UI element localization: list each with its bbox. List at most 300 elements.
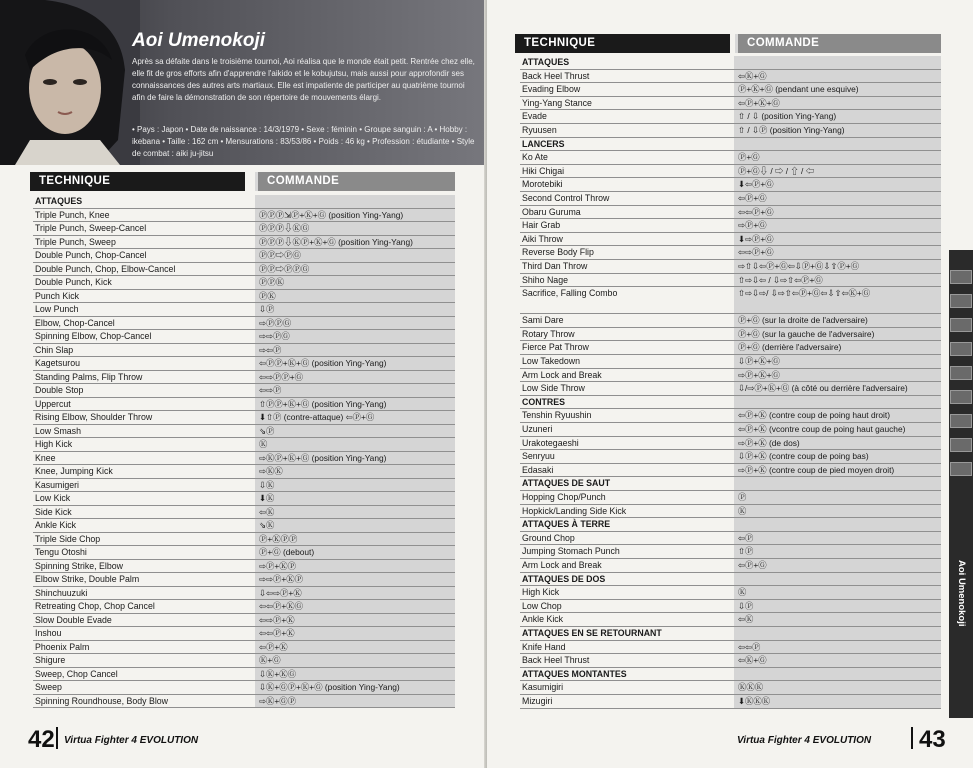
technique-name: Hopkick/Landing Side Kick	[522, 505, 627, 516]
section-heading-row	[520, 627, 941, 641]
move-row	[33, 614, 455, 628]
command-cell-background	[734, 627, 941, 640]
command-input: ⇦ⓅⓅ+Ⓚ+Ⓖ (position Ying-Yang)	[259, 358, 387, 368]
command-input: ⇦Ⓚ	[738, 614, 754, 625]
technique-name: Arm Lock and Break	[522, 369, 602, 380]
command-input: ⇨Ⓟ+Ⓚ (contre coup de pied moyen droit)	[738, 464, 895, 475]
technique-name: Double Punch, Kick	[35, 277, 112, 287]
command-input: ⇘Ⓚ	[259, 520, 275, 530]
move-row	[520, 110, 941, 124]
command-cell-background	[734, 532, 941, 545]
command-cell-background	[734, 668, 941, 681]
command-input: ⬇⇦Ⓟ+Ⓖ	[738, 179, 774, 190]
command-cell-background	[734, 613, 941, 626]
command-input: ⇩Ⓟ+Ⓚ+Ⓖ	[738, 356, 780, 367]
command-cell-background	[734, 138, 941, 151]
command-input: ⇧ⓅⓅ+Ⓚ+Ⓖ (position Ying-Yang)	[259, 398, 387, 409]
technique-name: Obaru Guruma	[522, 206, 581, 217]
move-row	[520, 97, 941, 111]
move-row	[520, 341, 941, 355]
technique-name: Knee	[35, 452, 56, 463]
move-row	[33, 465, 455, 479]
command-cell-background	[255, 438, 455, 451]
command-cell-background	[734, 641, 941, 654]
technique-name: Low Side Throw	[522, 383, 585, 394]
command-cell-background	[255, 303, 455, 316]
command-input: ⇨⇨Ⓟ+ⓀⓅ	[259, 574, 304, 584]
move-row	[33, 222, 455, 236]
technique-name: Hopping Chop/Punch	[522, 492, 606, 502]
command-input: ⇧ / ⇩Ⓟ (position Ying-Yang)	[738, 124, 845, 135]
move-row	[520, 450, 941, 464]
move-row	[520, 423, 941, 437]
technique-name: Sami Dare	[522, 315, 564, 326]
technique-name: Double Stop	[35, 385, 84, 395]
section-heading: CONTRES	[522, 396, 566, 407]
command-input: ⇧⇨⇩⇨/ ⇩⇨⇧⇦Ⓟ+Ⓖ⇦⇩⇧⇦Ⓚ+Ⓖ	[738, 288, 871, 299]
technique-name: Shinchuuzuki	[35, 587, 88, 598]
technique-name: Rotary Throw	[522, 328, 575, 339]
technique-name: Sweep	[35, 682, 62, 692]
move-row	[520, 219, 941, 233]
right-footer-divider	[911, 727, 913, 749]
index-tab	[950, 462, 972, 476]
section-heading: ATTAQUES DE SAUT	[522, 478, 611, 489]
left-page	[0, 0, 486, 768]
move-row	[33, 411, 455, 425]
technique-name: Double Punch, Chop-Cancel	[35, 250, 147, 260]
command-input: ⇩/⇨Ⓟ+Ⓚ+Ⓖ (à côté ou derrière l'adversaire)	[738, 383, 908, 394]
index-tab	[950, 366, 972, 380]
technique-name: Urakotegaeshi	[522, 437, 579, 448]
command-input: ⇦Ⓚ	[259, 506, 275, 517]
command-input: ⓅⓅⓅ⇲Ⓟ+Ⓚ+Ⓖ (position Ying-Yang)	[259, 209, 404, 220]
move-row	[520, 314, 941, 328]
technique-name: Kagetsurou	[35, 358, 80, 368]
move-row	[520, 233, 941, 247]
command-input: ⇩Ⓟ	[738, 600, 754, 611]
technique-name: Low Punch	[35, 304, 79, 314]
technique-name: Jumping Stomach Punch	[522, 546, 620, 557]
technique-name: Triple Punch, Knee	[35, 209, 110, 220]
command-input: Ⓚ	[738, 505, 747, 516]
move-row	[33, 681, 455, 695]
command-input: ⇨⇧⇩⇦Ⓟ+Ⓖ⇦⇩Ⓟ+Ⓖ⇩⇧Ⓟ+Ⓖ	[738, 260, 860, 271]
move-row	[520, 695, 941, 709]
command-input: ⇩Ⓚ+ⒼⓅ+Ⓚ+Ⓖ (position Ying-Yang)	[259, 682, 400, 692]
technique-name: Elbow, Chop-Cancel	[35, 317, 115, 328]
command-input: Ⓟ+Ⓖ (derrière l'adversaire)	[738, 342, 842, 353]
command-cell-background	[255, 519, 455, 532]
move-row	[33, 276, 455, 290]
technique-name: Low Smash	[35, 425, 81, 436]
move-row	[33, 249, 455, 263]
command-cell-background	[734, 681, 941, 694]
move-row	[520, 464, 941, 478]
command-input: ⇦Ⓟ+Ⓚ (vcontre coup de poing haut gauche)	[738, 424, 906, 435]
move-row	[520, 600, 941, 614]
command-input: ⇦⇨Ⓟ+Ⓖ	[738, 247, 774, 258]
index-tab	[950, 414, 972, 428]
technique-name: Knife Hand	[522, 641, 566, 652]
character-header	[0, 0, 486, 165]
command-input: Ⓟ+Ⓖ (debout)	[259, 547, 315, 557]
move-row	[520, 437, 941, 451]
technique-name: Knee, Jumping Kick	[35, 466, 113, 476]
command-input: ⇦⇦Ⓟ+Ⓚ	[259, 628, 295, 638]
technique-name: Reverse Body Flip	[522, 247, 594, 258]
move-row	[33, 533, 455, 547]
move-row	[33, 506, 455, 520]
command-cell-background	[255, 506, 455, 519]
command-cell-background	[734, 573, 941, 586]
command-input: ⇩Ⓟ	[259, 304, 275, 314]
section-heading: ATTAQUES	[522, 57, 570, 67]
section-heading-row	[520, 518, 941, 532]
move-row	[520, 206, 941, 220]
technique-name: Ankle Kick	[35, 520, 77, 530]
technique-name: Side Kick	[35, 506, 72, 517]
command-input: ⬇ⓀⓀⓀ	[738, 695, 771, 706]
technique-name: Punch Kick	[35, 290, 80, 301]
section-heading-row	[520, 396, 941, 410]
technique-name: Aiki Throw	[522, 233, 563, 244]
command-input: ⇧⇨⇩⇦ / ⇩⇨⇧⇦Ⓟ+Ⓖ	[738, 274, 823, 285]
technique-name: Rising Elbow, Shoulder Throw	[35, 412, 153, 422]
technique-name: Low Chop	[522, 600, 562, 611]
move-row	[33, 627, 455, 641]
move-row	[520, 559, 941, 573]
technique-name: Ankle Kick	[522, 614, 564, 625]
command-input: Ⓟ+Ⓖ (sur la gauche de l'adversaire)	[738, 328, 875, 339]
section-heading-row	[520, 477, 941, 491]
move-row	[520, 192, 941, 206]
index-tab	[950, 270, 972, 284]
command-input: ⇦⇦Ⓟ+Ⓖ	[738, 206, 774, 217]
command-cell-background	[255, 465, 455, 478]
technique-name: Phoenix Palm	[35, 641, 90, 652]
command-input: ⇩Ⓟ+Ⓚ (contre coup de poing bas)	[738, 451, 869, 462]
technique-name: Slow Double Evade	[35, 614, 112, 625]
technique-name: Back Heel Thrust	[522, 655, 590, 666]
move-row	[520, 545, 941, 559]
command-input: ⓀⓀⓀ	[738, 682, 764, 693]
move-row	[33, 560, 455, 574]
technique-name: Triple Punch, Sweep	[35, 236, 116, 247]
command-cell-background	[255, 425, 455, 438]
command-input: ⇧ / ⇩ (position Ying-Yang)	[738, 111, 837, 122]
commande-header: COMMANDE	[255, 172, 455, 191]
move-row	[33, 209, 455, 223]
command-input: ⇩⇦⇨Ⓟ+Ⓚ	[259, 587, 302, 598]
section-heading: ATTAQUES À TERRE	[522, 519, 611, 530]
technique-name: Shigure	[35, 655, 66, 665]
technique-name: Double Punch, Chop, Elbow-Cancel	[35, 263, 176, 274]
right-page-number: 43	[919, 726, 946, 753]
index-tab	[950, 294, 972, 308]
technique-name: Low Takedown	[522, 356, 581, 367]
technique-name: Second Control Throw	[522, 192, 610, 203]
move-row	[520, 586, 941, 600]
technique-name: Senryuu	[522, 451, 555, 462]
command-input: ⇦⇦Ⓟ+ⓀⒼ	[259, 601, 304, 611]
command-input: Ⓟ+Ⓖ	[738, 152, 760, 163]
technique-name: Uzuneri	[522, 424, 553, 435]
command-input: Ⓟ+Ⓖ (sur la droite de l'adversaire)	[738, 315, 868, 326]
command-cell-background	[734, 505, 941, 518]
move-row	[520, 83, 941, 97]
command-input: ⇩Ⓚ+ⓀⒼ	[259, 668, 297, 679]
move-row	[33, 654, 455, 668]
command-input: ⇦Ⓟ+Ⓚ (contre coup de poing haut droit)	[738, 410, 891, 421]
move-row	[520, 532, 941, 546]
move-row	[33, 695, 455, 709]
character-portrait	[0, 0, 140, 165]
move-row	[520, 178, 941, 192]
index-tab	[950, 438, 972, 452]
move-row	[520, 124, 941, 138]
left-footer-title: Virtua Fighter 4 EVOLUTION	[64, 735, 199, 746]
technique-name: Elbow Strike, Double Palm	[35, 574, 140, 584]
move-row	[520, 491, 941, 505]
command-input: ⬇⇨Ⓟ+Ⓖ	[738, 233, 774, 244]
right-move-table	[520, 56, 941, 709]
command-input: ⇦Ⓟ+Ⓚ+Ⓖ	[738, 97, 780, 108]
command-input: ⇨Ⓟ+Ⓚ+Ⓖ	[738, 369, 780, 380]
command-cell-background	[255, 276, 455, 289]
command-cell-background	[255, 479, 455, 492]
technique-name: Shiho Nage	[522, 274, 568, 285]
move-row	[520, 165, 941, 179]
technique-name: Morotebiki	[522, 179, 563, 190]
command-input: Ⓚ	[738, 587, 747, 598]
move-row	[520, 382, 941, 396]
index-tab	[950, 390, 972, 404]
command-cell-background	[255, 492, 455, 505]
left-move-table	[33, 195, 455, 708]
right-footer-title: Virtua Fighter 4 EVOLUTION	[737, 735, 872, 746]
technique-name: Chin Slap	[35, 344, 74, 355]
command-input: ⇦Ⓟ+Ⓖ	[738, 192, 767, 203]
technique-name: Evade	[522, 111, 547, 122]
command-cell-background	[734, 396, 941, 409]
technique-name: Third Dan Throw	[522, 260, 588, 271]
section-heading-row	[520, 668, 941, 682]
command-input: ⇨ⓀⓀ	[259, 466, 283, 476]
command-input: ⇨ⓀⓅ+Ⓚ+Ⓖ (position Ying-Yang)	[259, 452, 387, 463]
character-bio: Après sa défaite dans le troisième tournoi, Aoi réalisa que le monde était petit. Rentrée chez elle, elle fit de gros efforts afin d'apprendre l'aikido et le kobujutsu, mais aussi pour approfondir ses connaissances des autres arts martiaux. Elle est impatiente de participer au quatrième tournoi afin de faire la démonstration de son répertoire de mouvements élargi.	[132, 57, 475, 102]
move-row	[33, 357, 455, 371]
left-footer-divider	[56, 727, 58, 749]
command-cell-background	[255, 344, 455, 357]
command-cell-background	[734, 586, 941, 599]
move-row	[520, 246, 941, 260]
command-input: ⇦⇨Ⓟ+Ⓚ	[259, 614, 295, 625]
move-row	[33, 600, 455, 614]
move-row	[33, 371, 455, 385]
technique-name: Evading Elbow	[522, 84, 581, 95]
command-cell-background	[734, 477, 941, 490]
move-row	[33, 452, 455, 466]
move-row	[520, 260, 941, 274]
command-input: ⇨ⓅⓅⒼ	[259, 317, 292, 328]
move-row	[520, 274, 941, 288]
move-row	[33, 236, 455, 250]
command-input: ⇦Ⓟ+Ⓖ	[738, 559, 767, 570]
command-input: ⇦Ⓟ	[738, 532, 754, 543]
command-cell-background	[255, 195, 455, 208]
command-input: ⇨Ⓟ+ⓀⓅ	[259, 560, 297, 571]
command-input: ⇧Ⓟ	[738, 546, 754, 557]
command-input: ⇨Ⓟ+Ⓖ	[738, 220, 767, 231]
command-input: Ⓟ+ⓀⓅⓅ	[259, 533, 298, 544]
left-page-number: 42	[28, 726, 55, 753]
section-heading: ATTAQUES DE DOS	[522, 573, 606, 584]
move-row	[520, 505, 941, 519]
move-row	[33, 425, 455, 439]
section-heading-row	[520, 56, 941, 70]
section-heading: ATTAQUES EN SE RETOURNANT	[522, 627, 662, 638]
technique-name: Tengu Otoshi	[35, 547, 87, 557]
command-input: Ⓟ	[738, 492, 747, 502]
section-heading-row	[520, 573, 941, 587]
command-cell-background	[255, 654, 455, 667]
technique-name: Mizugiri	[522, 695, 553, 706]
move-row	[33, 263, 455, 277]
command-input: ⓅⓅⓀ	[259, 277, 285, 287]
move-row	[520, 151, 941, 165]
move-row	[33, 303, 455, 317]
section-heading-row	[520, 138, 941, 152]
command-cell-background	[255, 290, 455, 303]
technique-name: Triple Punch, Sweep-Cancel	[35, 223, 147, 233]
move-row	[520, 328, 941, 342]
right-page	[487, 0, 973, 768]
command-cell-background	[255, 384, 455, 397]
move-row	[33, 546, 455, 560]
move-row	[33, 384, 455, 398]
command-cell-background	[734, 151, 941, 164]
section-heading-row	[33, 195, 455, 209]
command-input: ⓅⓀ	[259, 290, 276, 301]
move-row	[520, 287, 941, 314]
command-input: ⓅⓅⓅ⇩ⓀⒼ	[259, 223, 310, 233]
command-input: ⇦Ⓟ+Ⓚ	[259, 641, 288, 652]
move-row	[33, 492, 455, 506]
move-row	[520, 641, 941, 655]
move-row	[520, 654, 941, 668]
technique-name: Triple Side Chop	[35, 533, 101, 544]
move-row	[33, 573, 455, 587]
command-input: Ⓟ+Ⓖ⇩ / ⇨ / ⇧ / ⇦	[738, 165, 815, 176]
technique-name: Back Heel Thrust	[522, 70, 590, 81]
move-row	[33, 519, 455, 533]
character-stats: • Pays : Japon • Date de naissance : 14/3/1979 • Sexe : féminin • Groupe sanguin : A • Hobby : ikebana • Taille : 162 cm • Mensurations : 83/53/86 • Poids : 46 kg • Profession : étudiante • Style de combat : aiki ju-jitsu	[132, 125, 475, 158]
command-input: ⇨Ⓟ+Ⓚ (de dos)	[738, 437, 800, 448]
technique-name: Low Kick	[35, 493, 71, 503]
command-input: ⇦Ⓚ+Ⓖ	[738, 655, 767, 666]
technique-name: Ying-Yang Stance	[522, 97, 592, 108]
move-row	[520, 369, 941, 383]
command-input: ⇦⇨ⓅⓅ+Ⓖ	[259, 371, 304, 382]
move-row	[33, 587, 455, 601]
move-row	[520, 355, 941, 369]
command-input: Ⓚ	[259, 439, 268, 449]
section-heading: ATTAQUES	[35, 196, 83, 206]
command-input: ⬇⇧Ⓟ (contre-attaque) ⇦Ⓟ+Ⓖ	[259, 412, 375, 422]
command-input: Ⓟ+Ⓚ+Ⓖ (pendant une esquive)	[738, 84, 859, 95]
character-name: Aoi Umenokoji	[132, 30, 266, 51]
command-input: ⇨⇦Ⓟ	[259, 344, 282, 355]
technique-name: Ryuusen	[522, 124, 557, 135]
technique-header-right: TECHNIQUE	[515, 34, 730, 53]
technique-name: Sweep, Chop Cancel	[35, 668, 118, 679]
command-input: ⇦Ⓚ+Ⓖ	[738, 70, 767, 81]
command-input: ⇦⇨Ⓟ	[259, 385, 282, 395]
move-row	[33, 438, 455, 452]
command-input: ⇨⇨ⓅⒼ	[259, 331, 290, 341]
technique-name: Kasumigiri	[522, 682, 564, 693]
technique-header: TECHNIQUE	[30, 172, 245, 191]
technique-name: Arm Lock and Break	[522, 559, 602, 570]
technique-name: Hiki Chigai	[522, 165, 565, 176]
command-input: ⇘Ⓟ	[259, 425, 275, 436]
technique-name: Tenshin Ryuushin	[522, 410, 592, 421]
technique-name: Uppercut	[35, 398, 71, 409]
side-tab-name: Aoi Umenokoji	[956, 559, 967, 627]
commande-header-right: COMMANDE	[735, 34, 941, 53]
move-row	[520, 70, 941, 84]
index-tab	[950, 318, 972, 332]
move-row	[33, 641, 455, 655]
technique-name: Spinning Roundhouse, Body Blow	[35, 695, 169, 706]
index-tab	[950, 342, 972, 356]
technique-name: Fierce Pat Throw	[522, 342, 589, 353]
command-input: ⇩Ⓚ	[259, 479, 275, 490]
move-row	[520, 409, 941, 423]
technique-name: Sacrifice, Falling Combo	[522, 288, 618, 299]
command-input: ⓅⓅ⇨ⓅⒼ	[259, 250, 301, 260]
command-input: ⇨Ⓚ+ⒼⓅ	[259, 695, 297, 706]
command-cell-background	[734, 56, 941, 69]
move-row	[33, 290, 455, 304]
move-row	[33, 398, 455, 412]
technique-name: Standing Palms, Flip Throw	[35, 371, 143, 382]
command-input: ⓅⓅⓅ⇩ⓀⓅ+Ⓚ+Ⓖ (position Ying-Yang)	[259, 236, 413, 247]
command-cell-background	[734, 491, 941, 504]
technique-name: Spinning Elbow, Chop-Cancel	[35, 331, 152, 341]
move-row	[33, 668, 455, 682]
character-index-tabs	[949, 250, 973, 718]
technique-name: Hair Grab	[522, 220, 561, 231]
technique-name: Edasaki	[522, 464, 554, 475]
section-heading: LANCERS	[522, 138, 565, 149]
move-row	[520, 613, 941, 627]
technique-name: Ground Chop	[522, 532, 575, 543]
move-row	[520, 681, 941, 695]
command-cell-background	[734, 600, 941, 613]
command-input: ⇦⇦Ⓟ	[738, 641, 761, 652]
technique-name: High Kick	[522, 587, 560, 598]
command-input: ⬇Ⓚ	[259, 493, 275, 503]
command-cell-background	[734, 518, 941, 531]
technique-name: Ko Ate	[522, 152, 548, 163]
move-row	[33, 479, 455, 493]
command-input: ⓅⓅ⇨ⓅⓅⒼ	[259, 263, 310, 274]
section-heading: ATTAQUES MONTANTES	[522, 668, 627, 679]
move-row	[33, 344, 455, 358]
command-cell-background	[734, 545, 941, 558]
